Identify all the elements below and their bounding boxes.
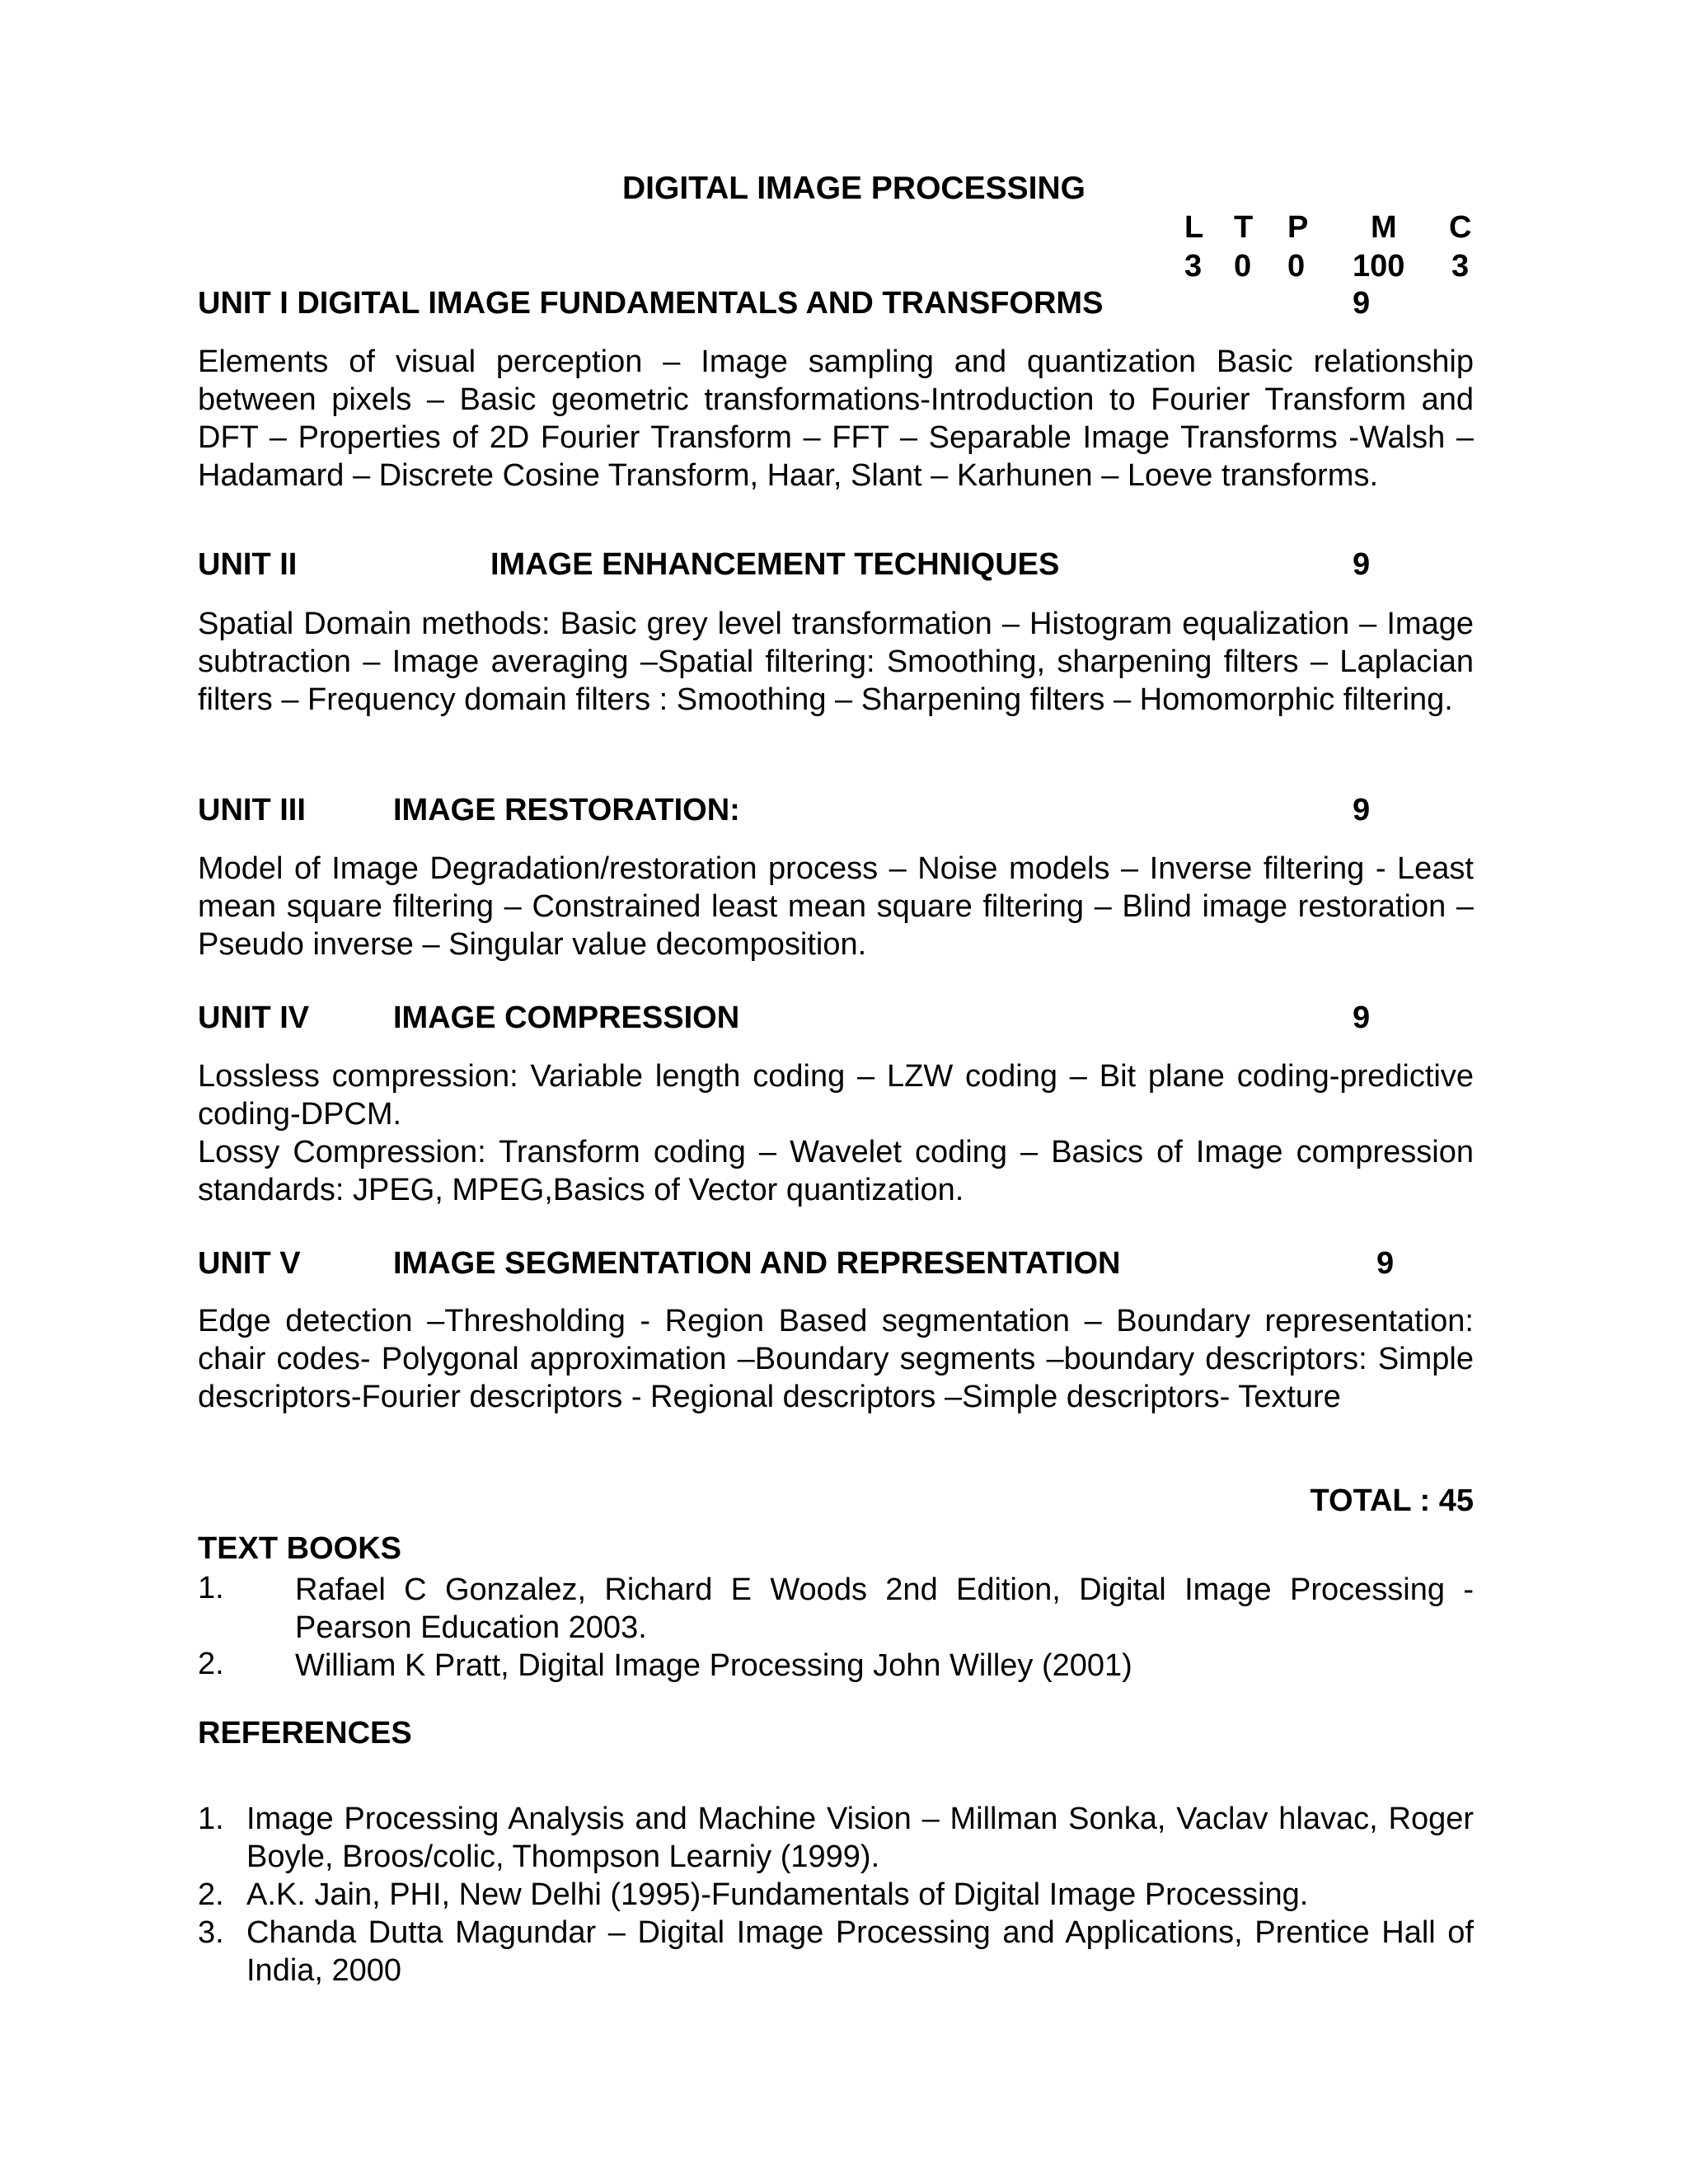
references-heading: REFERENCES — [198, 1716, 412, 1750]
credits-value-p: 0 — [1287, 249, 1306, 284]
unit-1-content: Elements of visual perception – Image sampling and quantization Basic relationship between pixels – Basic geometric transformations-Introduction to Fourier Transform and DFT – Properties of 2D Fourier Transform – FFT – Separable Image Transforms -Walsh – Hadamard – Discrete Cosine Transform, Haar, Slant – Karhunen – Loeve transforms. — [198, 344, 1474, 493]
text-book-2: William K Pratt, Digital Image Processing John Willey (2001) — [295, 1648, 1132, 1683]
unit-2-hours: 9 — [1353, 547, 1371, 582]
unit-2-content: Spatial Domain methods: Basic grey level transformation – Histogram equalization – Image subtraction – Image averaging –Spatial filtering: Smoothing, sharpening filters – Laplacian filters – Frequency domain filters : Smoothing – Sharpening filters – Homomorphic filtering. — [198, 607, 1474, 717]
credits-header-t: T — [1234, 210, 1254, 245]
credits-value-c: 3 — [1451, 249, 1470, 284]
text-books-heading: TEXT BOOKS — [198, 1531, 402, 1566]
unit-4-hours: 9 — [1353, 1001, 1371, 1035]
reference-3-text: Chanda Dutta Magundar – Digital Image Processing and Applications, Prentice Hall of India, 2000 — [246, 1915, 1474, 1988]
reference-3-number: 3. — [198, 1915, 224, 1950]
reference-2-text: A.K. Jain, PHI, New Delhi (1995)-Fundamentals of Digital Image Processing. — [246, 1877, 1309, 1912]
text-book-2-number: 2. — [198, 1647, 224, 1681]
unit-3-content: Model of Image Degradation/restoration process – Noise models – Inverse filtering - Least mean square filtering – Constrained least mean square filtering – Blind image restoration – Pseudo inverse – Singular value decomposition. — [198, 851, 1474, 962]
credits-header-p: P — [1287, 210, 1309, 245]
credits-header-l: L — [1184, 210, 1204, 245]
unit-4-content-lossy: Lossy Compression: Transform coding – Wavelet coding – Basics of Image compression standards: JPEG, MPEG,Basics of Vector quantization. — [198, 1135, 1474, 1207]
unit-3-hours: 9 — [1353, 793, 1371, 827]
unit-1-heading: UNIT I DIGITAL IMAGE FUNDAMENTALS AND TRANSFORMS — [198, 286, 1104, 321]
page-title: DIGITAL IMAGE PROCESSING — [622, 171, 1085, 206]
unit-5-hours: 9 — [1376, 1246, 1395, 1281]
unit-2-name: IMAGE ENHANCEMENT TECHNIQUES — [490, 547, 1060, 582]
unit-4-name: IMAGE COMPRESSION — [393, 1001, 740, 1035]
unit-1-hours: 9 — [1353, 286, 1371, 321]
unit-3-name: IMAGE RESTORATION: — [393, 793, 740, 827]
total-hours: TOTAL : 45 — [1310, 1483, 1474, 1518]
reference-2-number: 2. — [198, 1877, 224, 1912]
credits-header-m: M — [1371, 210, 1397, 245]
unit-5-content: Edge detection –Thresholding - Region Based segmentation – Boundary representation: chair codes- Polygonal approximation –Boundary segments –boundary descriptors: Simple descriptors-Fourier descriptors - Regional descriptors –Simple descriptors- Texture — [198, 1304, 1474, 1414]
reference-1-number: 1. — [198, 1802, 224, 1836]
credits-value-t: 0 — [1234, 249, 1252, 284]
credits-value-m: 100 — [1353, 249, 1405, 284]
credits-value-l: 3 — [1184, 249, 1203, 284]
unit-5-name: IMAGE SEGMENTATION AND REPRESENTATION — [393, 1246, 1121, 1281]
reference-1-text: Image Processing Analysis and Machine Vision – Millman Sonka, Vaclav hlavac, Roger Boyle, Broos/colic, Thompson Learniy (1999). — [246, 1802, 1474, 1874]
credits-header-c: C — [1449, 210, 1472, 245]
unit-4-number: UNIT IV — [198, 1001, 310, 1035]
text-book-1-number: 1. — [198, 1571, 224, 1605]
unit-2-number: UNIT II — [198, 547, 298, 582]
text-book-1: Rafael C Gonzalez, Richard E Woods 2nd Edition, Digital Image Processing - Pearson Education 2003. — [295, 1572, 1474, 1645]
unit-3-number: UNIT III — [198, 793, 306, 827]
unit-4-content-lossless: Lossless compression: Variable length coding – LZW coding – Bit plane coding-predictive coding-DPCM. — [198, 1059, 1474, 1132]
unit-5-number: UNIT V — [198, 1246, 301, 1281]
